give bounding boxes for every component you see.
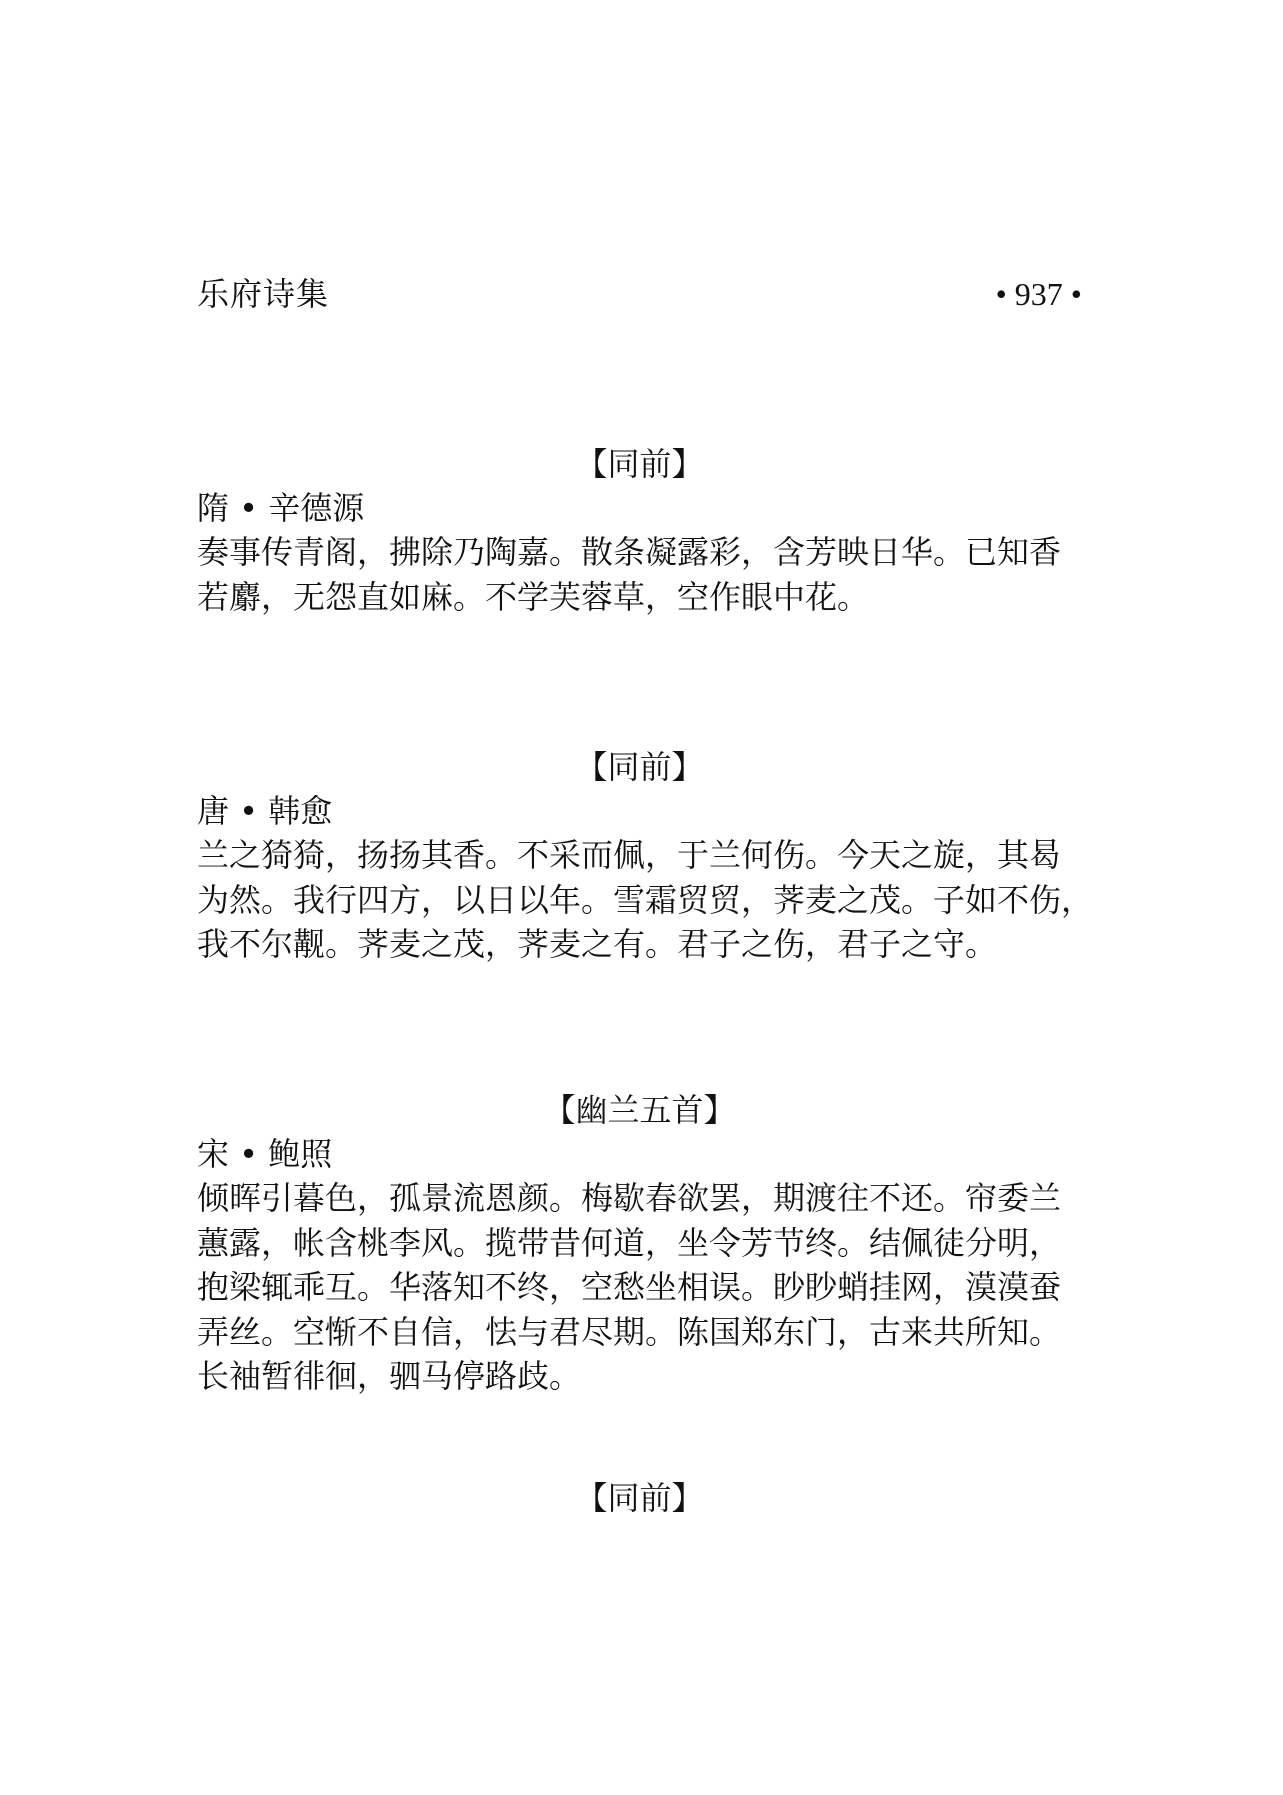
poem-line: 奏事传青阁，拂除乃陶嘉。散条凝露彩，含芳映日华。已知香 — [197, 533, 1062, 571]
poem-line: 倾晖引暮色，孤景流恩颜。梅歇春欲罢，期渡往不还。帘委兰 — [197, 1179, 1062, 1217]
poem-author: 宋 • 鲍照 — [197, 1135, 333, 1173]
poem-line: 我不尔觏。荠麦之茂，荠麦之有。君子之伤，君子之守。 — [197, 925, 998, 963]
poem-body — [197, 530, 1102, 619]
poem-section — [197, 745, 1102, 967]
poem-section — [197, 1476, 1102, 1520]
poem-title: 【同前】 — [575, 445, 704, 483]
poem-body — [197, 1176, 1102, 1399]
poem-title: 【幽兰五首】 — [543, 1091, 736, 1129]
poem-line: 弄丝。空惭不自信，怯与君尽期。陈国郑东门，古来共所知。 — [197, 1312, 1062, 1351]
poem-line: 长袖暂徘徊，驷马停路歧。 — [197, 1357, 582, 1395]
poem-line: 抱梁辄乖互。华落知不终，空愁坐相误。眇眇蛸挂网，漠漠蚕 — [197, 1268, 1062, 1306]
page-number: • 937 • — [995, 276, 1082, 312]
poem-section — [197, 442, 1102, 619]
poem-line: 兰之猗猗，扬扬其香。不采而佩，于兰何伤。今天之旋，其曷 — [197, 836, 1062, 874]
poem-author: 隋 • 辛德源 — [197, 489, 365, 527]
poem-title: 【同前】 — [575, 748, 704, 786]
poem-section — [197, 1088, 1102, 1399]
poem-line: 蕙露，帐含桃李风。揽带昔何道，坐令芳节终。结佩徒分明， — [197, 1223, 1062, 1262]
book-title: 乐府诗集 — [197, 275, 330, 313]
page-header — [197, 272, 1082, 316]
poem-line: 若麝，无怨直如麻。不学芙蓉草，空作眼中花。 — [197, 577, 870, 616]
poem-title: 【同前】 — [575, 1479, 704, 1517]
poem-body — [197, 833, 1102, 967]
poem-line: 为然。我行四方，以日以年。雪霜贸贸，荠麦之茂。子如不伤， — [197, 880, 1094, 919]
poem-author: 唐 • 韩愈 — [197, 792, 333, 830]
